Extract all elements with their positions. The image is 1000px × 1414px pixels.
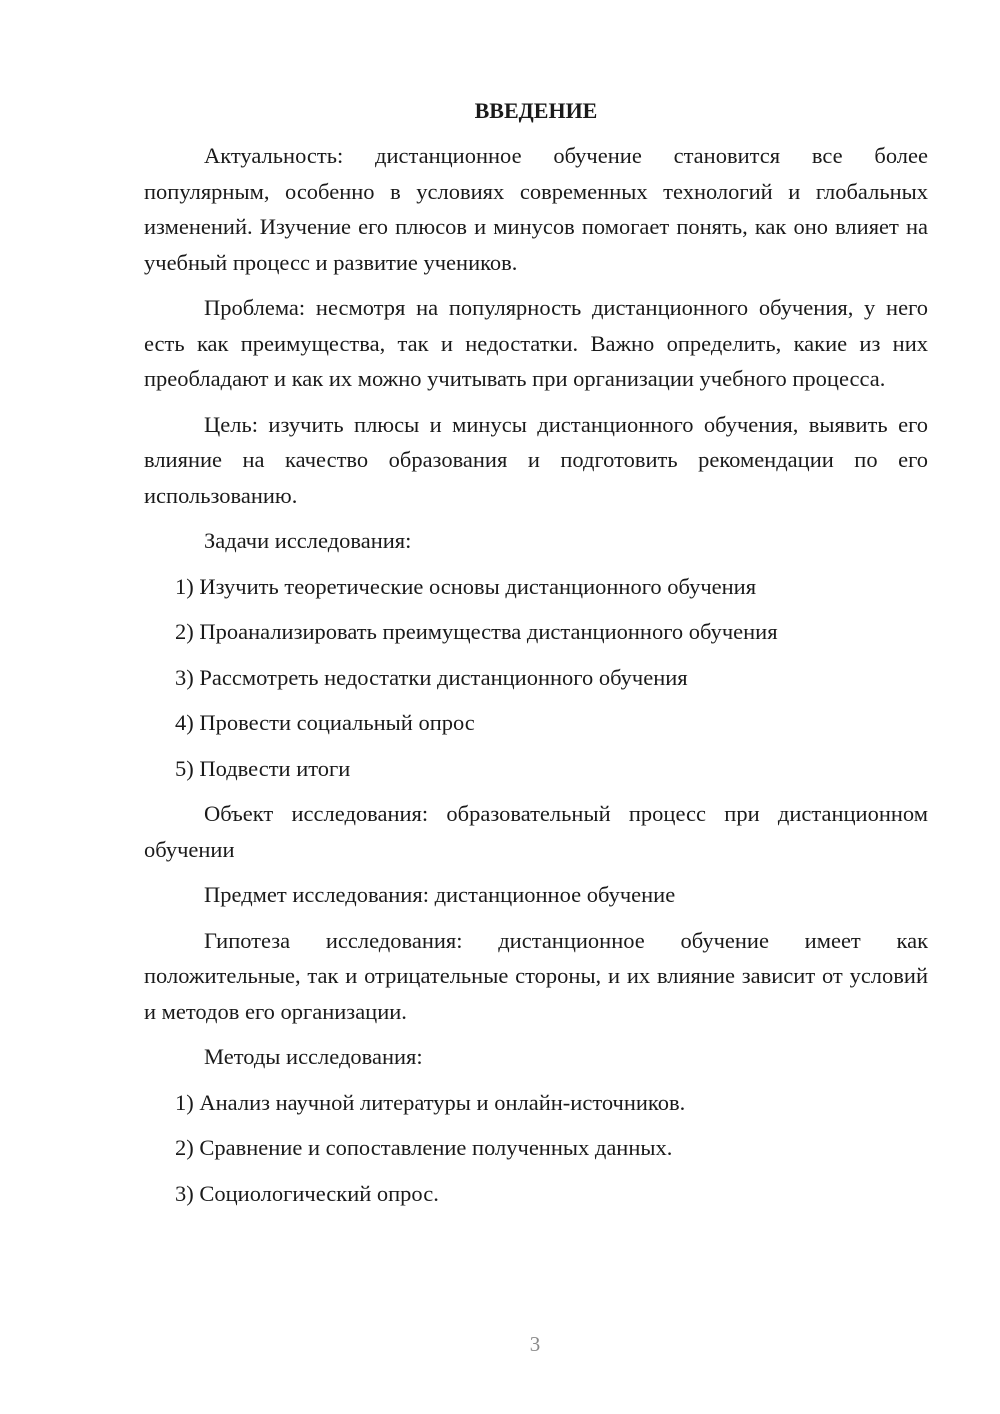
- task-item: 4) Провести социальный опрос: [175, 710, 475, 735]
- relevance-paragraph: Актуальность: дистанционное обучение становится все более популярным, особенно в условиях современных технологий и глобальных изменений. Изучение его плюсов и минусов помогает понять, как оно влияет на учебный процесс и развитие учеников.: [144, 143, 928, 275]
- methods-heading: Методы исследования:: [204, 1044, 423, 1069]
- document-page: [144, 94, 928, 1221]
- subject-paragraph: Предмет исследования: дистанционное обучение: [204, 882, 676, 907]
- method-item: 1) Анализ научной литературы и онлайн-источников.: [175, 1089, 686, 1115]
- page-number: 3: [529, 1332, 541, 1356]
- goal-paragraph: Цель: изучить плюсы и минусы дистанционного обучения, выявить его влияние на качество образования и подготовить рекомендации по его использованию.: [144, 411, 928, 508]
- tasks-heading: Задачи исследования:: [204, 528, 412, 553]
- hypothesis-paragraph: Гипотеза исследования: дистанционное обучение имеет как положительные, так и отрицательные стороны, и их влияние зависит от условий и методов его организации.: [144, 927, 928, 1024]
- method-item: 2) Сравнение и сопоставление полученных данных.: [175, 1135, 673, 1160]
- task-item: 3) Рассмотреть недостатки дистанционного обучения: [175, 664, 688, 690]
- method-item: 3) Социологический опрос.: [175, 1180, 439, 1206]
- object-paragraph: Объект исследования: образовательный процесс при дистанционном обучении: [144, 801, 928, 862]
- task-item: 2) Проанализировать преимущества дистанционного обучения: [175, 619, 778, 644]
- problem-paragraph: Проблема: несмотря на популярность дистанционного обучения, у него есть как преимущества, так и недостатки. Важно определить, какие из них преобладают и как их можно учитывать при организации учебного процесса.: [144, 295, 928, 391]
- page-title: ВВЕДЕНИЕ: [474, 98, 598, 123]
- task-item: 1) Изучить теоретические основы дистанционного обучения: [175, 573, 757, 599]
- task-item: 5) Подвести итоги: [175, 755, 351, 781]
